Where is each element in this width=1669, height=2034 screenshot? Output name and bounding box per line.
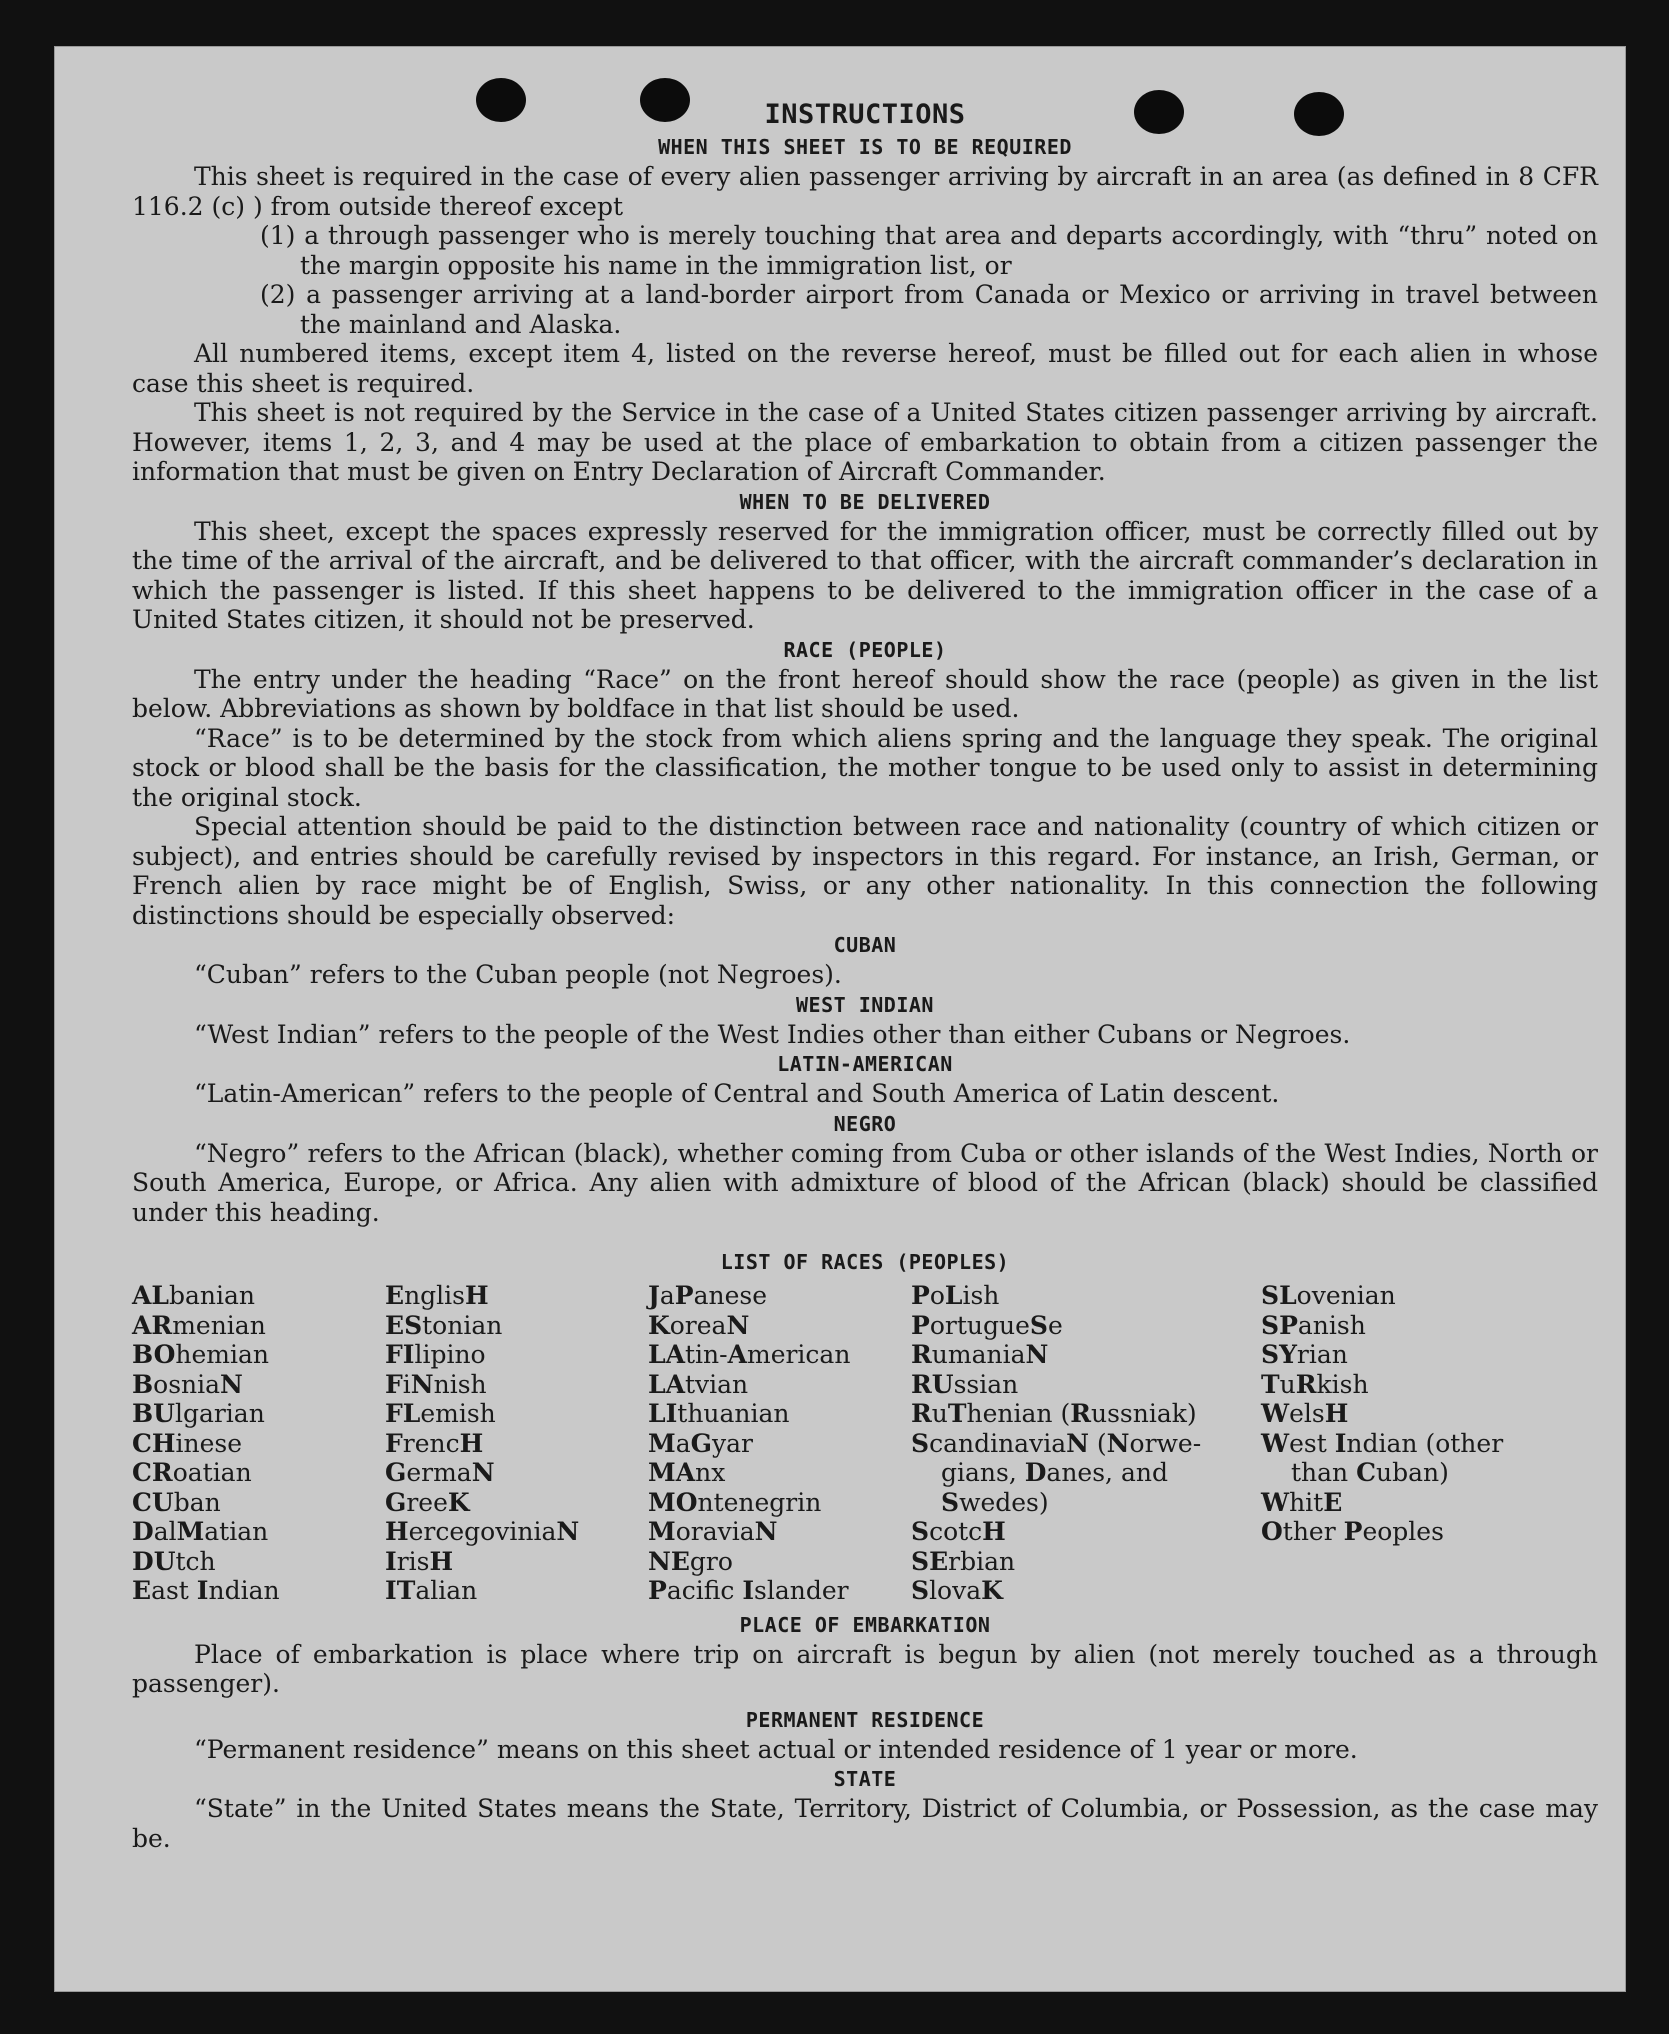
race-entry: IrisH — [385, 1546, 454, 1576]
heading-when-required: WHEN THIS SHEET IS TO BE REQUIRED — [658, 135, 1072, 159]
race-entry: MaGyar — [648, 1428, 753, 1458]
race-entry: SErbian — [911, 1546, 1016, 1576]
race-entry: NEgro — [648, 1546, 733, 1576]
residence-definition: “Permanent residence” means on this sheet actual or intended residence of 1 year or more. — [194, 1734, 1358, 1764]
heading-permanent-residence: PERMANENT RESIDENCE — [745, 1707, 985, 1732]
race-entry: FIlipino — [385, 1340, 486, 1369]
races-column-2 — [385, 1281, 648, 1606]
races-column-5 — [1261, 1281, 1598, 1606]
race-paragraph-3: Special attention should be paid to the distinction between race and nationality (country of which citizen or subject), and entries should be carefully revised by inspectors in this regard. For instance, an Irish, German, or French alien by race might be of English, Swiss, or any other nationality. In this connection the following distinctions should be especially observed: — [132, 812, 1598, 930]
races-column-3 — [648, 1281, 911, 1606]
race-entry: SYrian — [1261, 1340, 1348, 1369]
instructions-text — [132, 98, 1598, 1853]
race-entry: BUlgarian — [132, 1399, 265, 1428]
races-list — [132, 1281, 1598, 1606]
race-entry: PoLish — [911, 1281, 1000, 1310]
race-entry: ALbanian — [132, 1281, 255, 1310]
race-entry: LAtvian — [648, 1369, 749, 1399]
race-entry: GermaN — [385, 1458, 495, 1487]
race-entry: HercegoviniaN — [385, 1517, 580, 1546]
heading-latin-american: LATIN-AMERICAN — [777, 1052, 953, 1076]
race-entry: Pacific Islander — [648, 1576, 849, 1605]
latin-american-definition: “Latin-American” refers to the people of Central and South America of Latin descent. — [194, 1079, 1280, 1108]
race-entry: BosniaN — [132, 1369, 243, 1399]
race-entry: ScotcH — [911, 1517, 1006, 1546]
instruction-sheet — [54, 46, 1626, 1992]
race-entry: TuRkish — [1261, 1369, 1369, 1399]
race-entry-continuation: gians, Danes, and — [941, 1458, 1168, 1487]
heading-list-of-races: LIST OF RACES (PEOPLES) — [720, 1250, 1010, 1274]
races-column-1 — [132, 1281, 385, 1606]
race-entry: SLovenian — [1261, 1281, 1396, 1310]
race-entry: MoraviaN — [648, 1517, 778, 1546]
race-entry: WhitE — [1261, 1487, 1343, 1517]
race-entry: CHinese — [132, 1428, 243, 1458]
race-entry: FrencH — [385, 1428, 484, 1458]
instructions-title: INSTRUCTIONS — [764, 99, 966, 130]
heading-cuban: CUBAN — [833, 933, 897, 957]
heading-place-of-embarkation: PLACE OF EMBARKATION — [739, 1612, 991, 1637]
race-entry: PortugueSe — [911, 1310, 1063, 1340]
citizen-paragraph: This sheet is not required by the Service in the case of a United States citizen passenger arriving by aircraft. However, items 1, 2, 3, and 4 may be used at the place of embarkation to obtain from a citizen passenger the information that must be given on Entry Declaration of Aircraft Commander. — [132, 398, 1598, 486]
race-entry: LAtin-American — [648, 1340, 851, 1369]
race-entry: RuThenian (Russniak) — [911, 1399, 1197, 1428]
race-entry-continuation: Swedes) — [941, 1487, 1049, 1517]
race-entry: ITalian — [385, 1576, 478, 1605]
race-entry: EStonian — [385, 1310, 503, 1340]
race-paragraph-1: The entry under the heading “Race” on the front hereof should show the race (people) as given in the list below. Abbreviations as shown by boldface in that list should be used. — [132, 664, 1598, 723]
race-entry: LIthuanian — [648, 1399, 790, 1428]
race-entry: GreeK — [385, 1487, 470, 1517]
race-entry: SlovaK — [911, 1576, 1003, 1605]
race-entry: WelsH — [1261, 1399, 1349, 1428]
race-entry: EnglisH — [385, 1281, 489, 1310]
race-entry: RUssian — [911, 1369, 1019, 1399]
embarkation-definition: Place of embarkation is place where trip on aircraft is begun by alien (not merely touched as a through passenger). — [132, 1639, 1598, 1698]
exception-item-2: (2) a passenger arriving at a land-border airport from Canada or Mexico or arriving in travel between the mainland and Alaska. — [260, 280, 1598, 339]
race-entry: KoreaN — [648, 1310, 750, 1340]
exception-item-1: (1) a through passenger who is merely touching that area and departs accordingly, with “thru” noted on the margin opposite his name in the immigration list, or — [260, 221, 1598, 280]
race-entry: West Indian (other — [1261, 1428, 1504, 1458]
race-entry: ScandinaviaN (Norwe- — [911, 1428, 1202, 1458]
numbered-items-paragraph: All numbered items, except item 4, listed on the reverse hereof, must be filled out for each alien in whose case this sheet is required. — [132, 339, 1598, 398]
race-entry: DalMatian — [132, 1517, 269, 1546]
race-entry: BOhemian — [132, 1340, 269, 1369]
race-entry: CUban — [132, 1487, 221, 1517]
state-definition: “State” in the United States means the State, Territory, District of Columbia, or Possession, as the case may be. — [132, 1794, 1598, 1853]
heading-race: RACE (PEOPLE) — [783, 637, 947, 662]
race-entry: MOntenegrin — [648, 1487, 822, 1517]
race-entry: JaPanese — [648, 1281, 767, 1310]
race-entry: ARmenian — [132, 1310, 266, 1340]
heading-west-indian: WEST INDIAN — [796, 992, 934, 1017]
west-indian-definition: “West Indian” refers to the people of the West Indies other than either Cubans or Negroes. — [194, 1019, 1351, 1049]
heading-state: STATE — [833, 1767, 897, 1791]
race-entry: SPanish — [1261, 1310, 1366, 1340]
delivered-paragraph: This sheet, except the spaces expressly reserved for the immigration officer, must be correctly filled out by the time of the arrival of the aircraft, and be delivered to that officer, with the aircraft commander’s declaration in which the passenger is listed. If this sheet happens to be delivered to the immigration officer in the case of a United States citizen, it should not be preserved. — [132, 516, 1598, 634]
race-entry: CRoatian — [132, 1458, 252, 1487]
required-paragraph: This sheet is required in the case of every alien passenger arriving by aircraft in an area (as defined in 8 CFR 116.2 (c) ) from outside thereof except — [132, 162, 1598, 221]
race-paragraph-2: “Race” is to be determined by the stock from which aliens spring and the language they speak. The original stock or blood shall be the basis for the classification, the mother tongue to be used only to assist in determining the original stock. — [132, 723, 1598, 812]
heading-negro: NEGRO — [833, 1111, 897, 1136]
race-entry-continuation: than Cuban) — [1291, 1458, 1449, 1487]
heading-when-delivered: WHEN TO BE DELIVERED — [739, 489, 991, 514]
races-column-4 — [911, 1281, 1261, 1606]
cuban-definition: “Cuban” refers to the Cuban people (not Negroes). — [194, 960, 842, 989]
race-entry: East Indian — [132, 1576, 280, 1605]
negro-definition: “Negro” refers to the African (black), whether coming from Cuba or other islands of the West Indies, North or South America, Europe, or Africa. Any alien with admixture of blood of the African (black) should be classified under this heading. — [132, 1138, 1598, 1227]
race-entry: MAnx — [648, 1458, 726, 1487]
race-entry: DUtch — [132, 1546, 216, 1576]
race-entry: FiNnish — [385, 1369, 487, 1399]
race-entry: RumaniaN — [911, 1340, 1049, 1369]
race-entry: Other Peoples — [1261, 1517, 1444, 1546]
race-entry: FLemish — [385, 1399, 496, 1428]
